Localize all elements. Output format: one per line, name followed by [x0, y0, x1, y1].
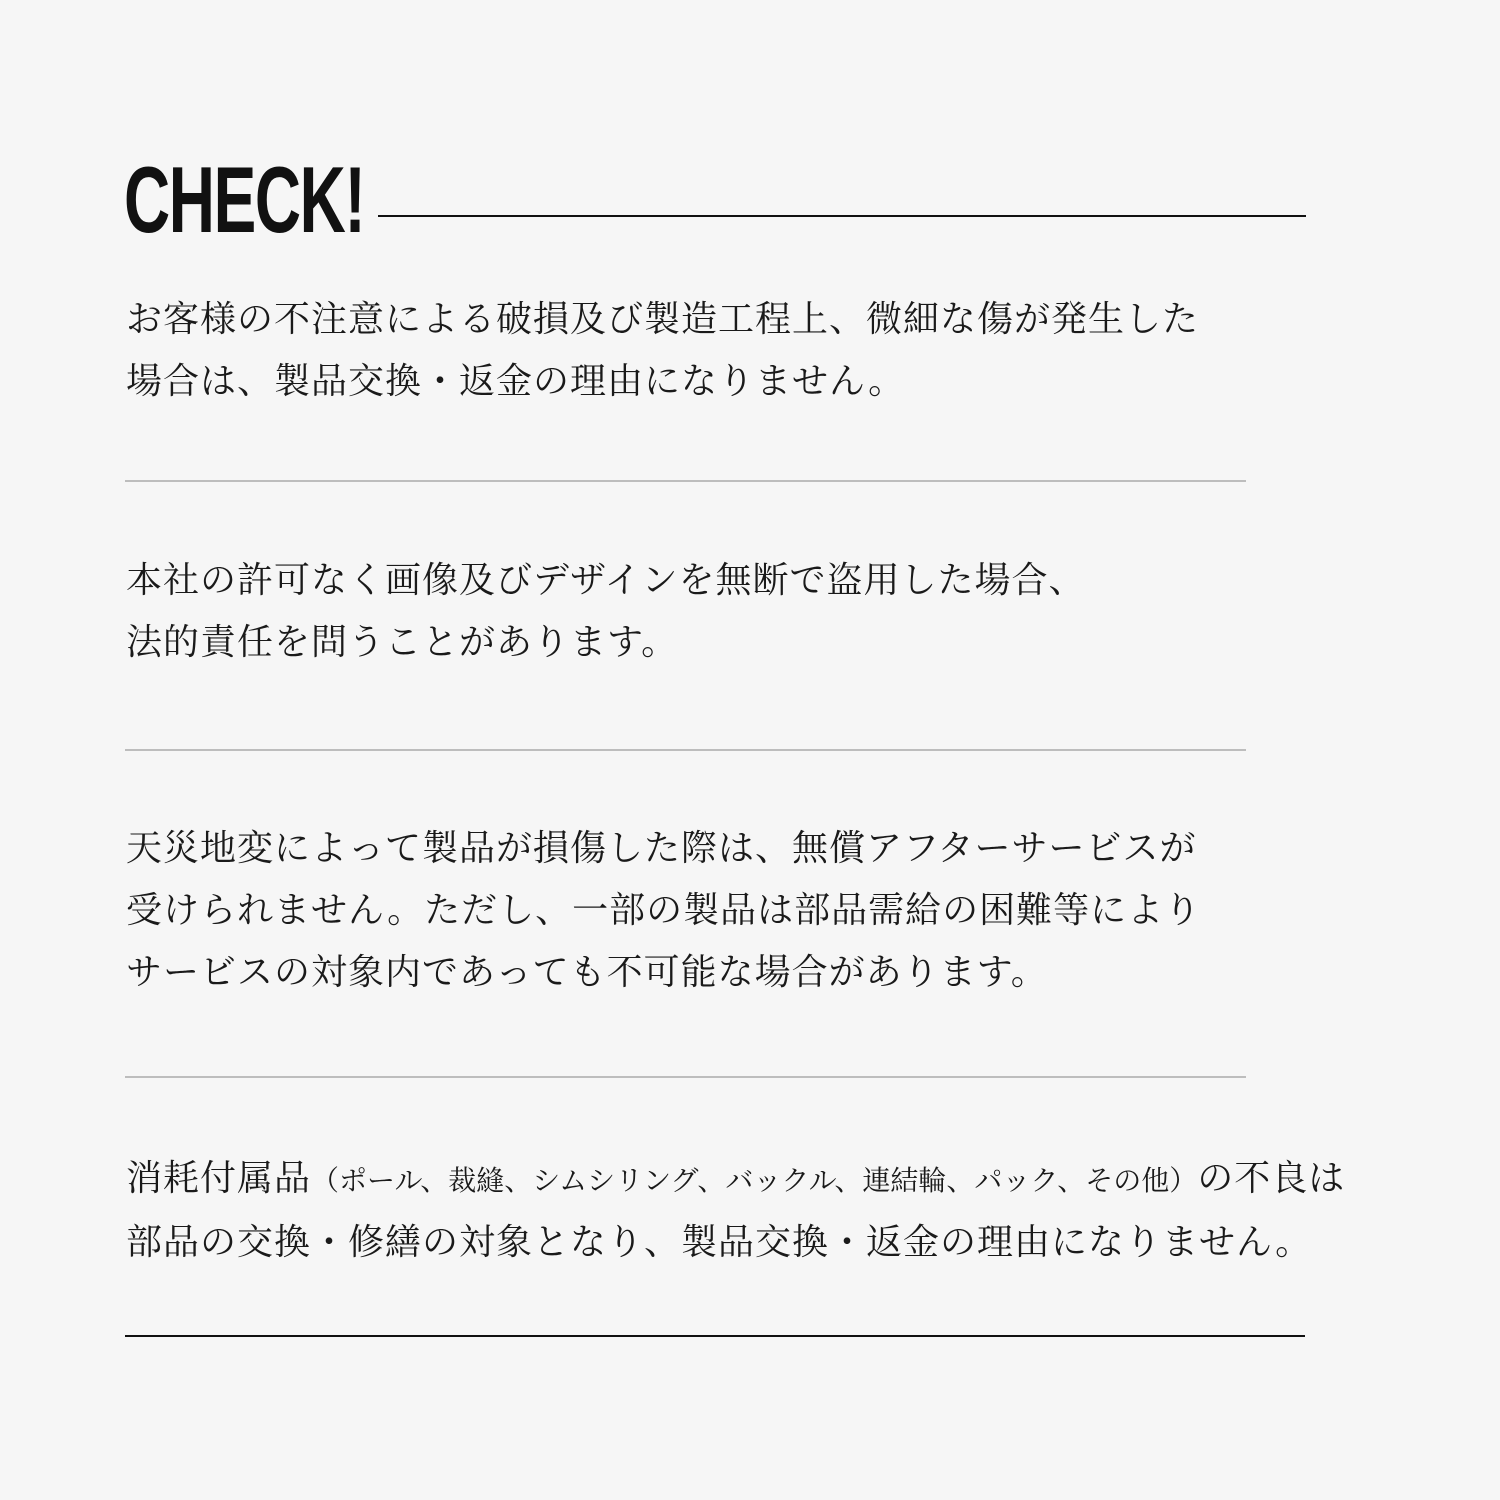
section-divider [125, 480, 1246, 482]
notice-text-line: 部品の交換・修繕の対象となり、製品交換・返金の理由になりません。 [126, 1222, 1313, 1263]
section-divider [125, 749, 1246, 751]
notice-text-line: お客様の不注意による破損及び製造工程上、微細な傷が発生した [126, 299, 1200, 340]
section-divider [125, 1076, 1246, 1078]
title-underline [378, 215, 1306, 217]
notice-disaster [126, 818, 1201, 1004]
notice-text-line: 天災地変によって製品が損傷した際は、無償アフターサービスが [126, 828, 1197, 869]
bottom-rule [125, 1335, 1305, 1337]
accessories-tail: の不良は [1197, 1158, 1346, 1199]
notice-text-line [126, 1148, 1345, 1212]
accessories-label: 消耗付属品 [126, 1158, 312, 1199]
notice-copyright [126, 550, 1085, 674]
notice-damage [126, 289, 1199, 413]
notice-accessories [126, 1148, 1345, 1274]
notice-text-line: 法的責任を問うことがあります。 [126, 622, 679, 663]
page-title: CHECK! [124, 147, 365, 252]
notice-text-line: サービスの対象内であっても不可能な場合があります。 [126, 952, 1048, 993]
notice-text-line: 受けられません。ただし、一部の製品は部品需給の困難等により [126, 890, 1202, 931]
accessories-list: （ポール、裁縫、シムシリング、バックル、連結輪、パック、その他） [311, 1164, 1198, 1197]
notice-text-line: 本社の許可なく画像及びデザインを無断で盗用した場合、 [126, 560, 1086, 601]
notice-text-line: 場合は、製品交換・返金の理由になりません。 [126, 361, 906, 402]
